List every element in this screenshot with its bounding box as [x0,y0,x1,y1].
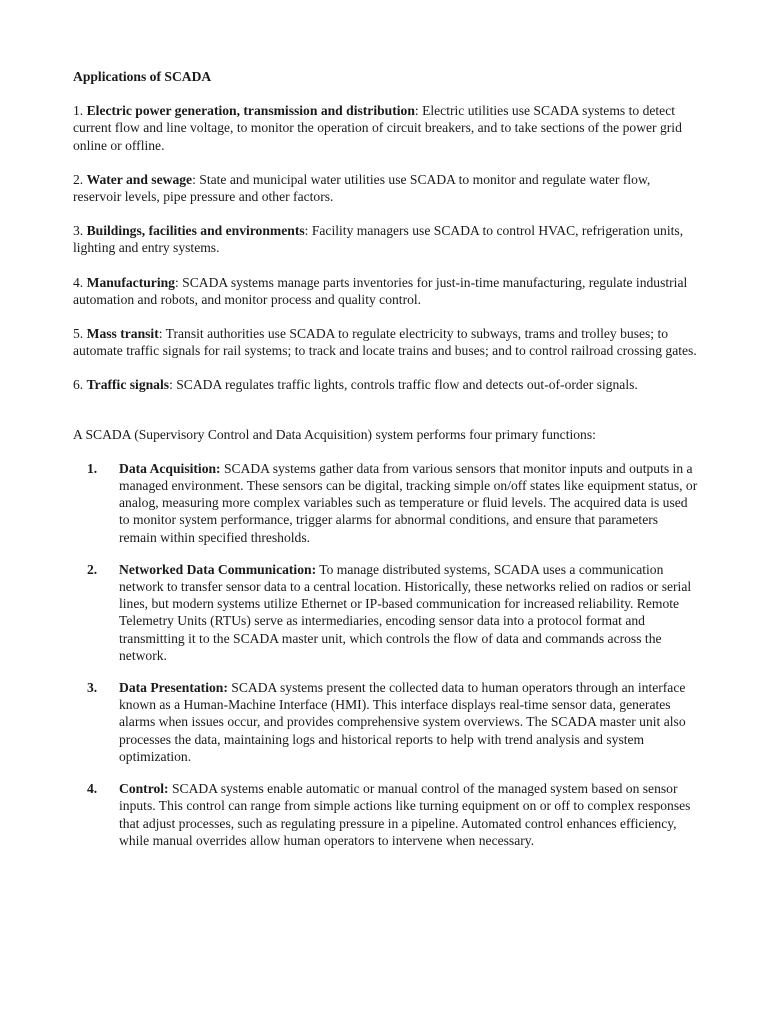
application-item-4 [73,274,698,308]
application-number: 1. [73,103,84,119]
application-item-1 [73,102,698,154]
application-item-6 [73,376,698,393]
application-text: : SCADA systems manage parts inventories for just-in-time manufacturing, regulate industrial automation and robots, and monitor process and quality control. [73,274,688,307]
page-title: Applications of SCADA [73,69,212,84]
function-number: 1. [87,460,98,476]
application-text: : Electric utilities use SCADA systems to detect current flow and line voltage, to monitor the operation of circuit breakers, and to take sections of the power grid online or offline. [73,103,682,153]
application-number: 5. [73,326,84,342]
application-number: 3. [73,223,84,239]
application-title: Buildings, facilities and environments [86,223,305,239]
function-number: 3. [87,680,98,696]
application-item-2 [73,171,698,205]
application-item-3 [73,222,698,256]
application-number: 2. [73,171,84,187]
application-title: Electric power generation, transmission and distribution [86,103,415,119]
function-title: Networked Data Communication: [119,561,317,577]
functions-list [73,460,698,849]
function-item-1 [73,460,698,546]
application-title: Manufacturing [86,274,175,290]
application-text: : Transit authorities use SCADA to regulate electricity to subways, trams and trolley buses; to automate traffic signals for rail systems; to track and locate trains and buses; and to control railroad crossing gates. [73,326,697,359]
function-text: To manage distributed systems, SCADA uses a communication network to transfer sensor data to a central location. Historically, these networks relied on radios or serial lines, but modern systems utilize Ethernet or IP-based communication for increased reliability. Remote Telemetry Units (RTUs) serve as intermediaries, encoding sensor data into a protocol format and transmitting it to the SCADA master unit, which controls the flow of data and commands across the network. [119,561,692,663]
function-text: SCADA systems gather data from various sensors that monitor inputs and outputs in a managed environment. These sensors can be digital, tracking simple on/off states like equipment status, or analog, measuring more complex variables such as temperature or fluid levels. The acquired data is used to monitor system performance, trigger alarms for abnormal conditions, and ensure that parameters remain within specified thresholds. [119,460,698,545]
application-number: 4. [73,274,84,290]
function-text: SCADA systems present the collected data to human operators through an interface known as a Human-Machine Interface (HMI). This interface displays real-time sensor data, generates alarms when issues occur, and provides comprehensive system overviews. The SCADA master unit also processes the data, maintaining logs and historical reports to help with trend analysis and system optimization. [119,680,686,764]
application-title: Traffic signals [86,377,170,393]
application-title: Mass transit [86,326,159,342]
application-number: 6. [73,377,84,393]
function-number: 4. [87,781,98,797]
function-title: Data Acquisition: [119,460,221,476]
application-text: : SCADA regulates traffic lights, controls traffic flow and detects out-of-order signals. [169,377,638,393]
function-text: SCADA systems enable automatic or manual control of the managed system based on sensor inputs. This control can range from simple actions like turning equipment on or off to complex responses that adjust processes, such as regulating pressure in a pipeline. Automated control enhances efficiency, while manual overrides allow human operators to intervene when necessary. [119,781,691,848]
function-item-2 [73,561,698,664]
function-title: Data Presentation: [119,680,228,696]
functions-intro: A SCADA (Supervisory Control and Data Acquisition) system performs four primary functions: [73,426,596,442]
function-item-3 [73,679,698,765]
application-item-5 [73,325,698,359]
function-item-4 [73,780,698,849]
function-number: 2. [87,561,98,577]
function-title: Control: [119,781,169,797]
application-text: : State and municipal water utilities use SCADA to monitor and regulate water flow, reservoir levels, pipe pressure and other factors. [73,171,651,205]
applications-list [73,102,698,393]
application-text: : Facility managers use SCADA to control HVAC, refrigeration units, lighting and entry systems. [73,223,684,256]
application-title: Water and sewage [86,171,193,187]
document-page [73,68,698,864]
